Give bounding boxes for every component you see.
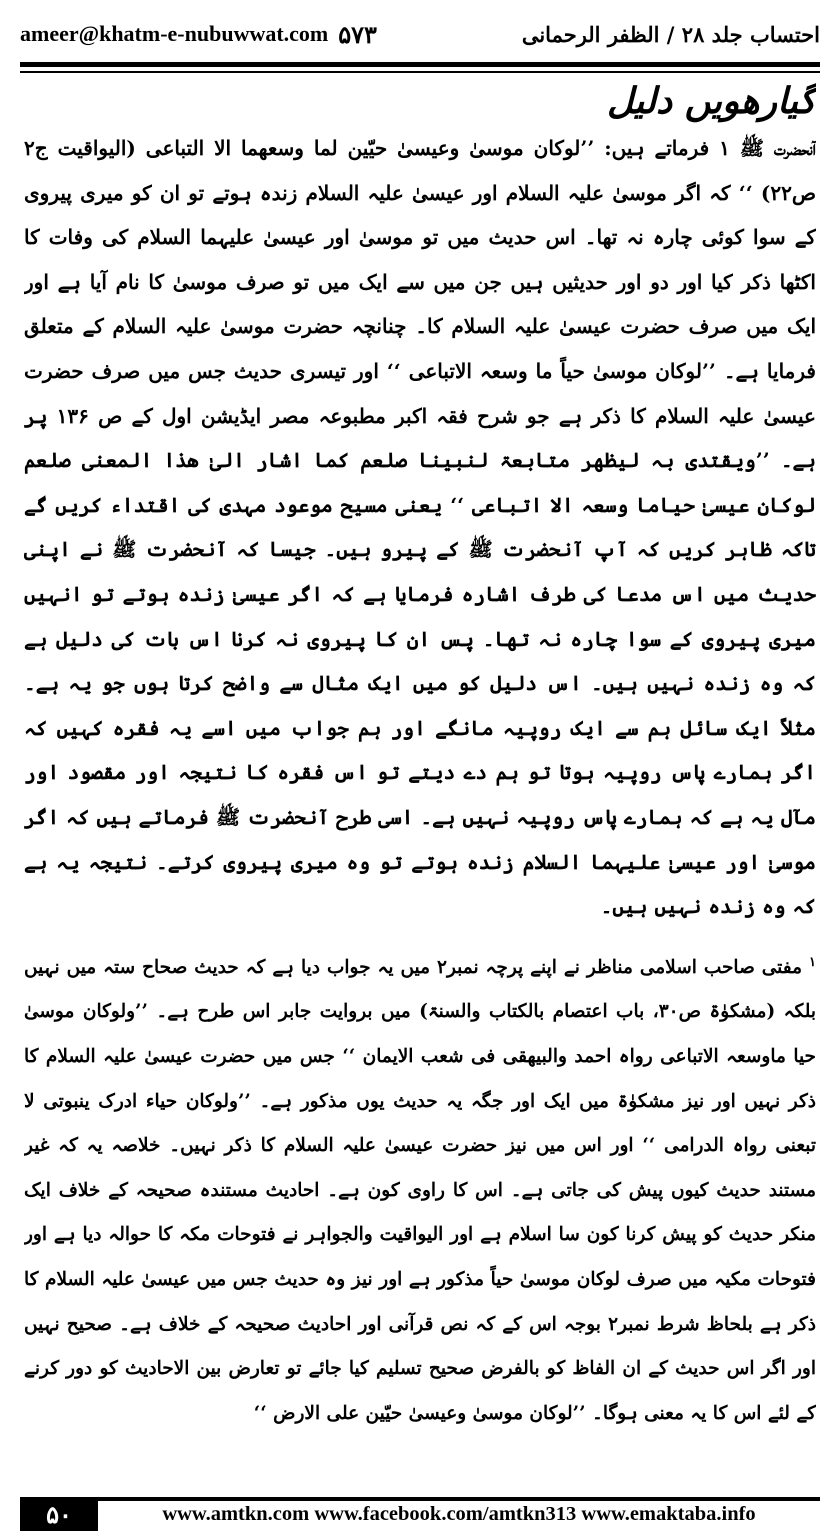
body-paragraph: آنحضرت ﷺ ۱ فرماتے ہیں: ’’لوکان موسیٰ وعیسیٰ حیّین لما وسعھما الا التباعی (الیواقیت ج۲ ص۲۲) ‘‘ کہ اگر موسیٰ علیہ السلام اور عیسیٰ علیہ السلام زندہ ہوتے تو ان کو میری پیروی کے سوا کوئی چارہ نہ تھا۔ اس حدیث میں تو موسیٰ اور عیسیٰ علیہما السلام کی وفات کا اکٹھا ذکر کیا اور دو اور حدیثیں ہیں جن میں سے ایک میں تو صرف موسیٰ کا نام آیا ہے اور ایک میں صرف حضرت عیسیٰ علیہ السلام کا۔ چنانچہ حضرت موسیٰ علیہ السلام کے متعلق فرمایا ہے۔ ’’لوکان موسیٰ حیاً ما وسعہ الاتباعی ‘‘ اور تیسری حدیث جس میں صرف حضرت عیسیٰ علیہ السلام کا ذکر ہے جو شرح فقہ اکبر مطبوعہ مصر ایڈیشن اول کے ص ۱۳۶ پر ہے۔ ’’ویقتدی بہ لیظھر متابعۃ لنبینا صلعم کما اشار الیٰ ھذا المعنی صلعم لوکان عیسیٰ حیاما وسعہ الا اتباعی ‘‘ یعنی مسیح موعود مہدی کی اقتداء کریں گے تاکہ ظاہر کریں کہ آپ آنحضرت ﷺ کے پیرو ہیں۔ جیسا کہ آنحضرت ﷺ نے اپنی حدیث میں اس مدعا کی طرف اشارہ فرمایا ہے کہ اگر عیسیٰ زندہ ہوتے تو انہیں میری پیروی کے سوا چارہ نہ تھا۔ پس ان کا پیروی نہ کرنا اس بات کی دلیل ہے کہ وہ زندہ نہیں ہیں۔ اس دلیل کو میں ایک مثال سے واضح کرتا ہوں جو یہ ہے۔ مثلاً ایک سائل ہم سے ایک روپیہ مانگے اور ہم جواب میں اسے یہ فقرہ کہیں کہ اگر ہمارے پاس روپیہ ہوتا تو ہم دے دیتے تو اس فقرہ کا نتیجہ اور مقصود اور مآل یہ ہے کہ ہمارے پاس روپیہ نہیں ہے۔ اسی طرح آنحضرت ﷺ فرماتے ہیں کہ اگر موسیٰ اور عیسیٰ علیہما السلام زندہ ہوتے تو وہ میری پیروی کرتے۔ نتیجہ یہ ہے کہ وہ زندہ نہیں ہیں۔ [24,136,816,919]
footer-links[interactable]: www.amtkn.com www.facebook.com/amtkn313 www.emaktaba.info [98,1497,820,1531]
header-rule-thin [20,71,820,73]
header-title: احتساب جلد ۲۸ / الظفر الرحمانی [521,21,820,47]
footer-page-number: ۵۰ [20,1497,98,1531]
header-page-number: ۵۷۳ [338,19,377,49]
header-email[interactable]: ameer@khatm-e-nubuwwat.com [20,21,329,46]
footnote [24,941,816,1437]
header-rule-thick [20,62,820,67]
page-header [20,8,820,60]
header-left [20,20,377,49]
footnote-marker: ۱ [809,954,816,970]
section-heading: گیارھویں دلیل [606,80,816,122]
page-footer [20,1497,820,1531]
footnote-text: مفتی صاحب اسلامی مناظر نے اپنے پرچہ نمبر۲ میں یہ جواب دیا ہے کہ حدیث صحاح ستہ میں نہیں بلکہ (مشکوٰۃ ص۳۰، باب اعتصام بالکتاب والسنۃ) میں بروایت جابر اس طرح ہے۔ ’’ولوکان موسیٰ حیا ماوسعہ الاتباعی رواہ احمد والبیھقی فی شعب الایمان ‘‘ جس میں حضرت عیسیٰ علیہ السلام کا ذکر نہیں اور نیز مشکوٰۃ میں ایک اور جگہ یہ حدیث یوں مذکور ہے۔ ’’ولوکان حیاء ادرک ینبوتی لا تبعنی رواہ الدرامی ‘‘ اور اس میں نیز حضرت عیسیٰ علیہ السلام کا ذکر نہیں۔ خلاصہ یہ کہ غیر مستند حدیث کیوں پیش کی جاتی ہے۔ اس کا راوی کون ہے۔ احادیث مستندہ صحیحہ کے خلاف ایک منکر حدیث کو پیش کرنا کون سا اسلام ہے اور الیواقیت والجواہر نے فتوحات مکہ کا حوالہ دیا ہے اور فتوحات مکیہ میں صرف لوکان موسیٰ حیاً مذکور ہے اور نیز وہ حدیث جس میں عیسیٰ علیہ السلام کا ذکر ہے بلحاظ شرط نمبر۲ بوجہ اس کے کہ نص قرآنی اور احادیث صحیحہ کے خلاف ہے۔ صحیح نہیں اور اگر اس حدیث کے ان الفاظ کو بالفرض صحیح تسلیم کیا جائے تو تعارض بین الاحادیث کو دور کرنے کے لئے اس کا یہ معنی ہوگا۔ ’’لوکان موسیٰ وعیسیٰ حیّین علی الارض ‘‘ [24,956,816,1424]
page-content [24,78,816,1460]
